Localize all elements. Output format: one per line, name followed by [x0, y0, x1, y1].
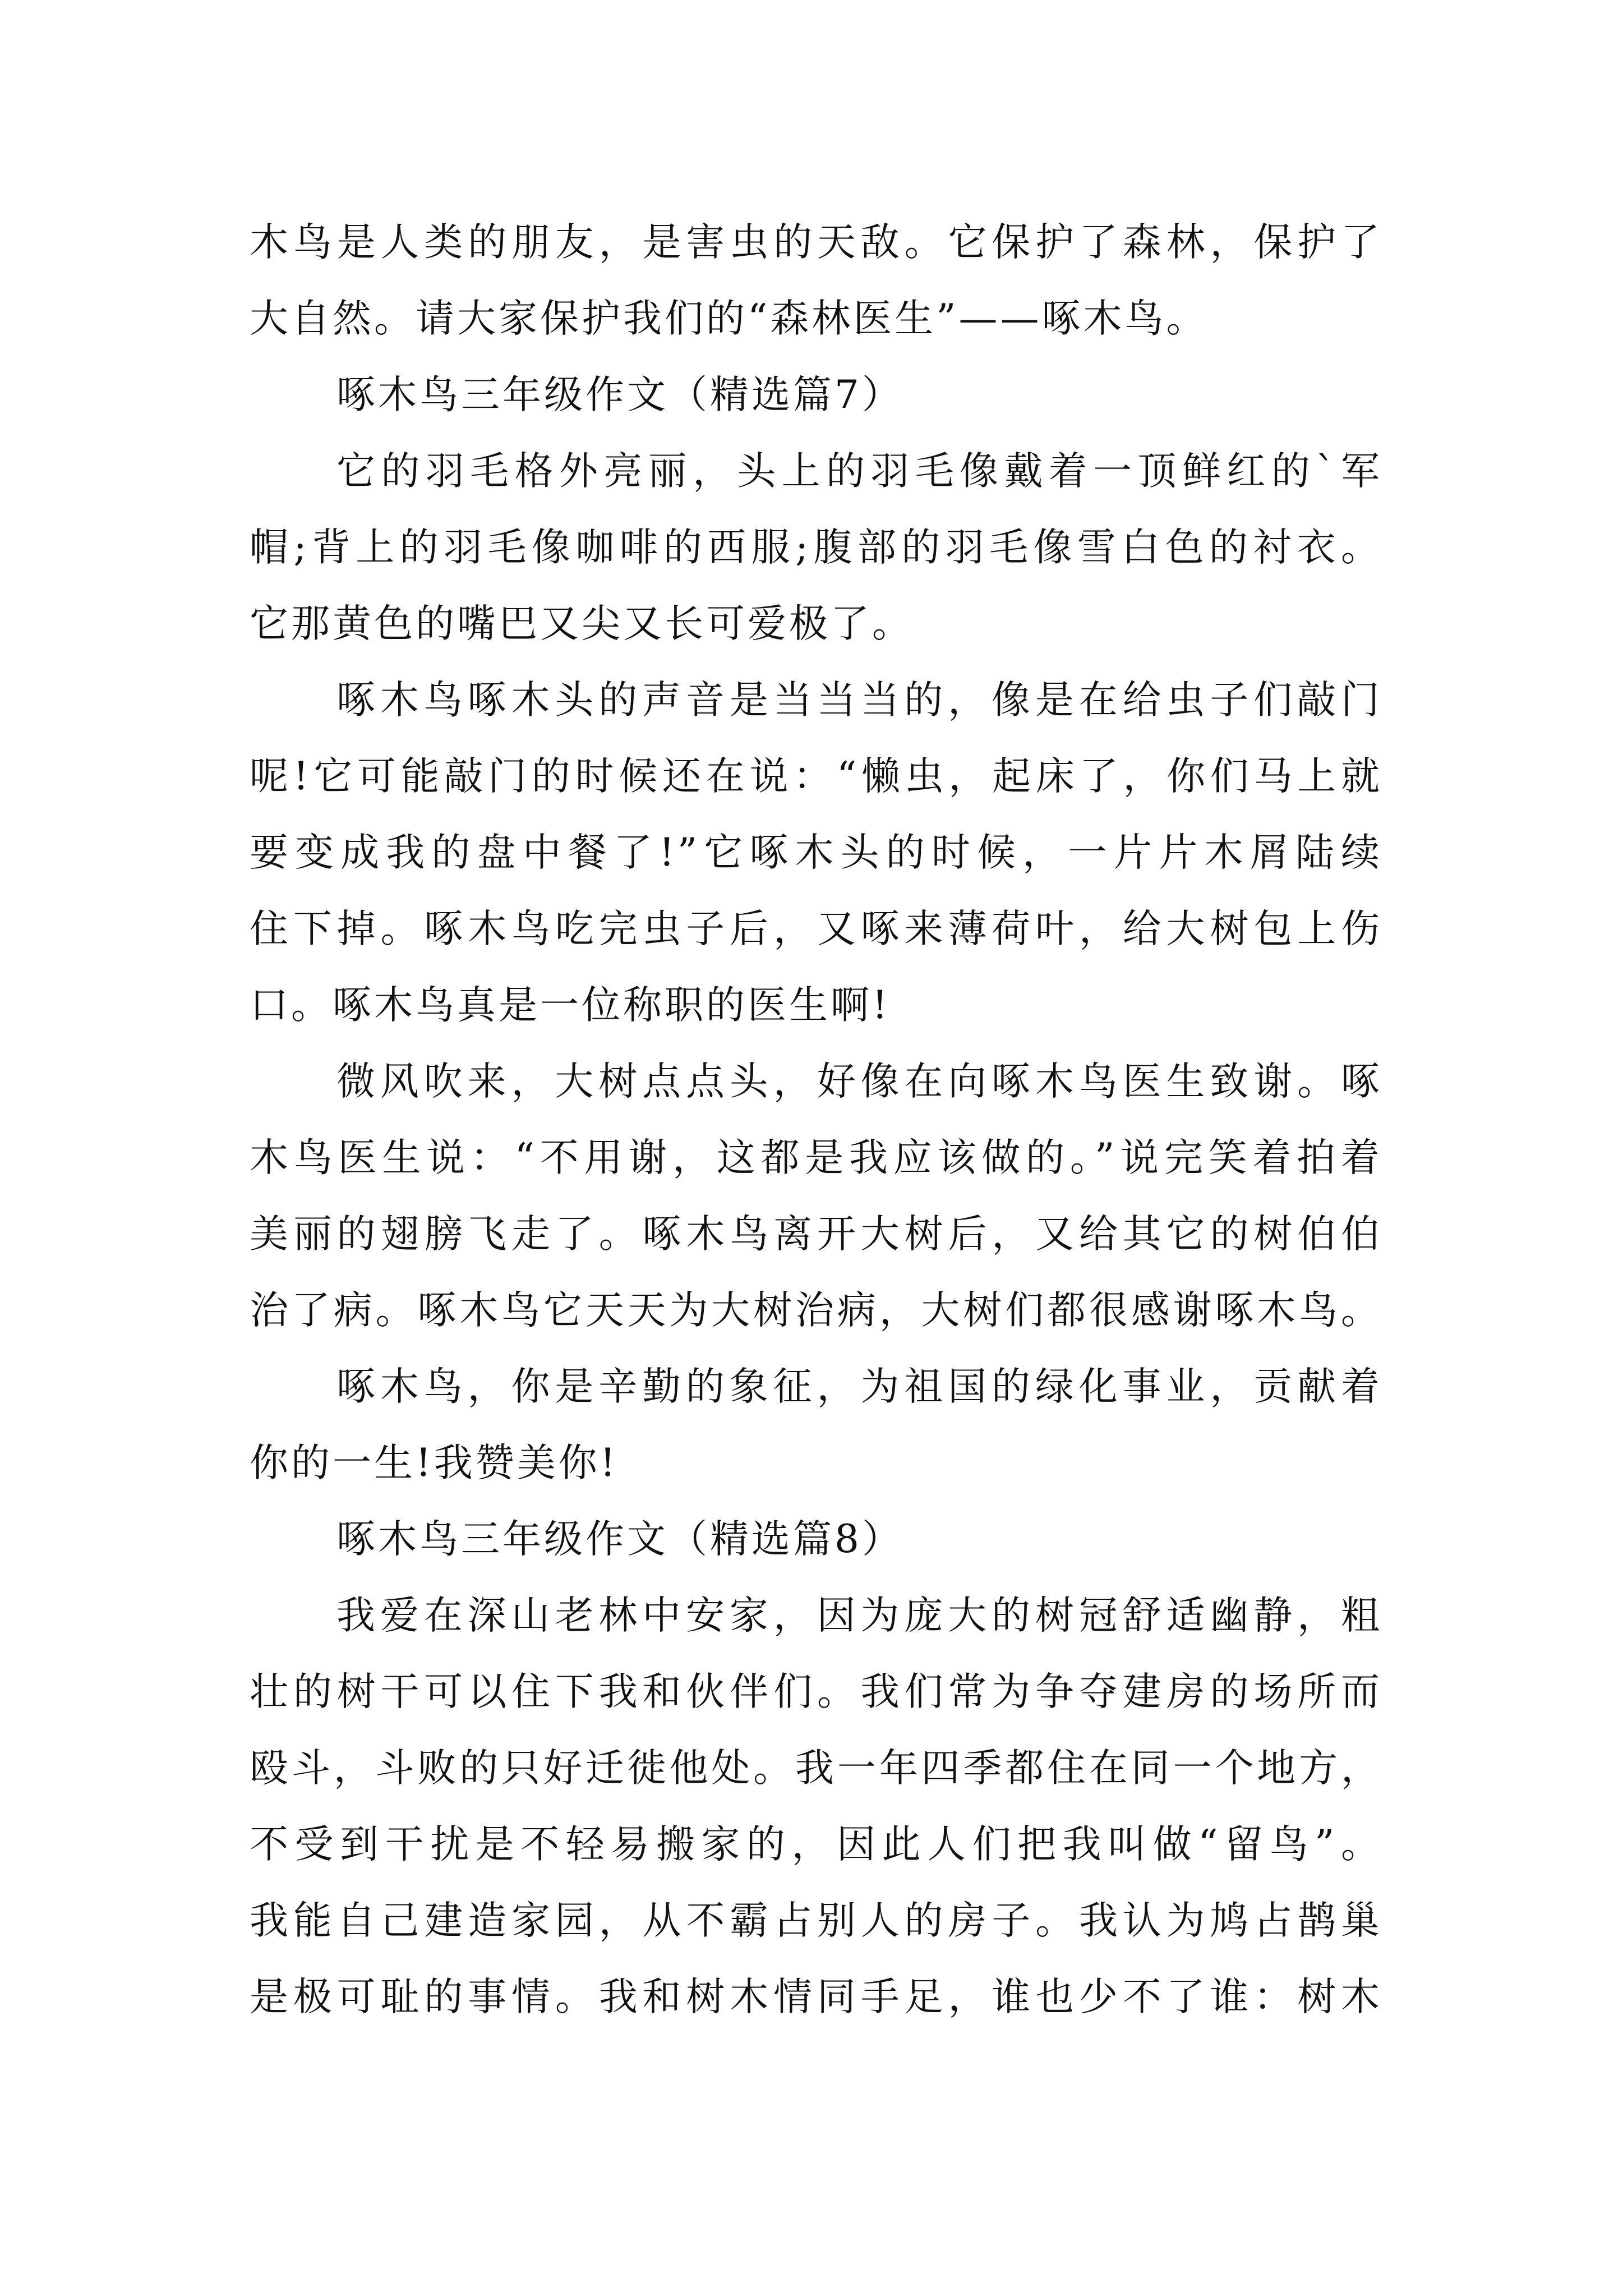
text-line-14: 美丽的翅膀飞走了。啄木鸟离开大树后，又给其它的树伯伯 [250, 1212, 1382, 1257]
text-line-17: 你的一生!我赞美你! [250, 1441, 619, 1485]
text-line-24: 是极可耻的事情。我和树木情同手足，谁也少不了谁：树木 [250, 1975, 1382, 2019]
text-line-10: 住下掉。啄木鸟吃完虫子后，又啄来薄荷叶，给大树包上伤 [250, 907, 1382, 951]
text-line-22: 不受到干扰是不轻易搬家的，因此人们把我叫做“留鸟”。 [250, 1822, 1382, 1867]
text-line-6: 它那黄色的嘴巴又尖又长可爱极了。 [250, 601, 914, 646]
text-line-12: 微风吹来，大树点点头，好像在向啄木鸟医生致谢。啄 [336, 1059, 1382, 1104]
text-line-8: 呢!它可能敲门的时候还在说：“懒虫，起床了，你们马上就 [250, 754, 1382, 799]
text-line-19: 我爱在深山老林中安家，因为庞大的树冠舒适幽静，粗 [336, 1593, 1382, 1638]
text-line-5: 帽;背上的羽毛像咖啡的西服;腹部的羽毛像雪白色的衬衣。 [250, 525, 1382, 570]
text-line-20: 壮的树干可以住下我和伙伴们。我们常为争夺建房的场所而 [250, 1669, 1382, 1714]
section-heading-7: 啄木鸟三年级作文（精选篇7） [336, 372, 903, 417]
text-line-9: 要变成我的盘中餐了!”它啄木头的时候，一片片木屑陆续 [250, 830, 1382, 875]
text-line-2: 大自然。请大家保护我们的“森林医生”——啄木鸟。 [250, 296, 1208, 341]
section-heading-8: 啄木鸟三年级作文（精选篇8） [336, 1517, 903, 1562]
text-line-23: 我能自己建造家园，从不霸占别人的房子。我认为鸠占鹊巢 [250, 1898, 1382, 1943]
text-line-15: 治了病。啄木鸟它天天为大树治病，大树们都很感谢啄木鸟。 [250, 1288, 1382, 1333]
text-line-11: 口。啄木鸟真是一位称职的医生啊! [250, 983, 891, 1028]
text-line-16: 啄木鸟，你是辛勤的象征，为祖国的绿化事业，贡献着 [336, 1364, 1382, 1409]
text-line-1: 木鸟是人类的朋友，是害虫的天敌。它保护了森林，保护了 [250, 220, 1382, 265]
text-line-13: 木鸟医生说：“不用谢，这都是我应该做的。”说完笑着拍着 [250, 1135, 1382, 1180]
text-line-4: 它的羽毛格外亮丽，头上的羽毛像戴着一顶鲜红的`军 [336, 449, 1382, 494]
text-line-7: 啄木鸟啄木头的声音是当当当的，像是在给虫子们敲门 [336, 678, 1382, 723]
text-line-21: 殴斗，斗败的只好迁徙他处。我一年四季都住在同一个地方， [250, 1746, 1382, 1791]
